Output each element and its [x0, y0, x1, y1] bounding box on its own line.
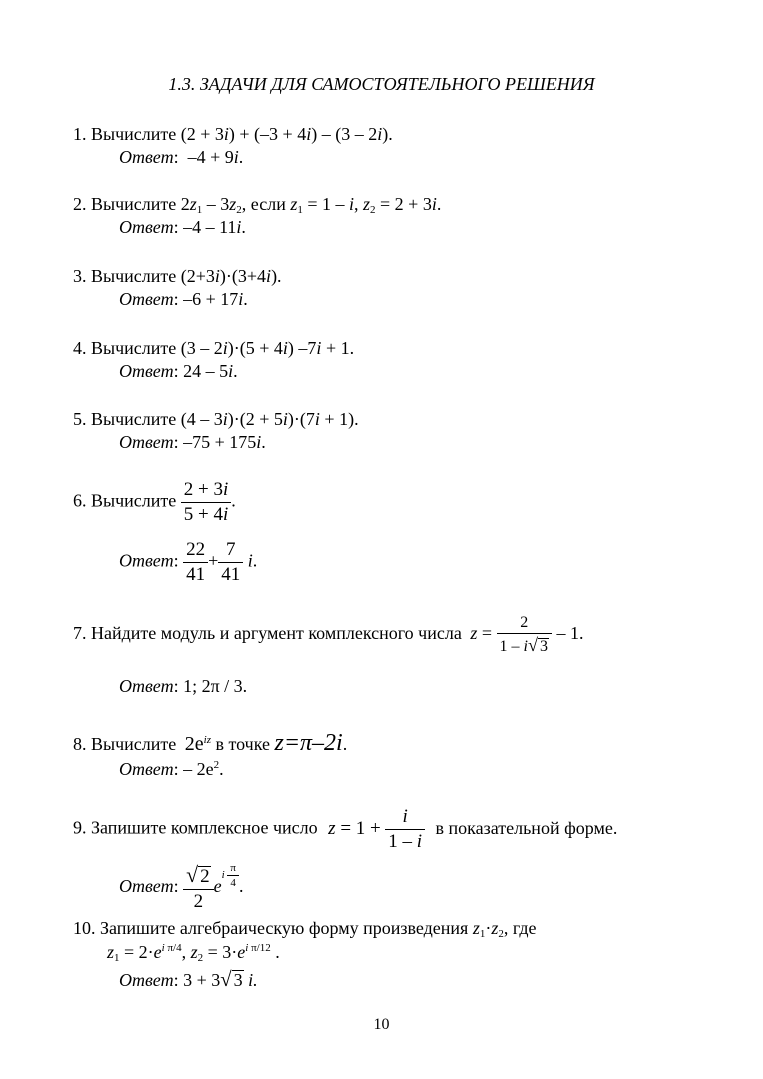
- problem-6-answer: Ответ: $\frac{22}{41}$ + $\frac{7}{41}$ i.: [119, 539, 258, 585]
- problem-4-answer: Ответ: 24 – 5i.: [119, 361, 238, 381]
- problem-7: 7. Найдите модуль и аргумент комплексного числа z = $\frac{2}{1 - i√ 3}$ – 1.: [73, 614, 584, 655]
- problem-2-answer: Ответ: –4 – 11i.: [119, 217, 246, 237]
- problem-1-answer: Ответ: –4 + 9i.: [119, 147, 244, 167]
- page-title: 1.3. ЗАДАЧИ ДЛЯ САМОСТОЯТЕЛЬНОГО РЕШЕНИЯ: [168, 74, 595, 94]
- problem-3: 3. Вычислите (2+3i)·(3+4i).: [73, 266, 282, 286]
- problem-9-answer: Ответ: $\frac{√ 2}{2}$ ei $\frac{\pi}{4}$ .: [119, 862, 244, 912]
- problem-5-answer: Ответ: –75 + 175i.: [119, 432, 266, 452]
- problem-7-fraction: $\frac{2}{1 - i√ 3}$: [497, 614, 553, 656]
- problem-6-fraction: $\frac{2 + 3i}{5 + 4i}$: [181, 479, 232, 526]
- problem-10-answer: Ответ: 3 + 3√ 3 i.: [119, 969, 258, 991]
- problem-8: 8. Вычислите $2e^{iz}$ в точке z=π–2i.: [73, 730, 348, 756]
- problem-1-text: 1.: [73, 124, 87, 144]
- problem-9-fraction: $\frac{i}{1 - i}$: [385, 806, 425, 853]
- problem-6: 6. Вычислите $\frac{2 + 3i}{5 + 4i}$ .: [73, 479, 236, 525]
- problem-8-answer: Ответ: – $2e^2$.: [119, 759, 224, 779]
- problem-10-line2: $z_1 = 2\cdot e^{i \pi/4}$, $z_2 = 3\cdot e^{i \pi/12}$ .: [107, 942, 280, 964]
- page-number: 10: [373, 1016, 390, 1033]
- problem-1: 1. Вычислите (2 + 3i) + (–3 + 4i) – (3 – 2i).: [73, 124, 393, 144]
- problem-7-answer: Ответ: 1; 2π / 3.: [119, 676, 248, 696]
- problem-9: 9. Запишите комплексное число z = 1 + $\frac{i}{1 - i}$ в показательной форме.: [73, 806, 618, 852]
- problem-10: 10. Запишите алгебраическую форму произведения $z_1\cdot z_2$, где: [73, 918, 537, 940]
- problem-2: 2. Вычислите $2z_1 - 3z_2$, если $z_1 = 1 - i$, $z_2 = 2 + 3i$.: [73, 194, 442, 216]
- problem-4: 4. Вычислите (3 – 2i)·(5 + 4i) –7i + 1.: [73, 338, 355, 358]
- problem-3-answer: Ответ: –6 + 17i.: [119, 289, 248, 309]
- problem-5: 5. Вычислите (4 – 3i)·(2 + 5i)·(7i + 1).: [73, 409, 359, 429]
